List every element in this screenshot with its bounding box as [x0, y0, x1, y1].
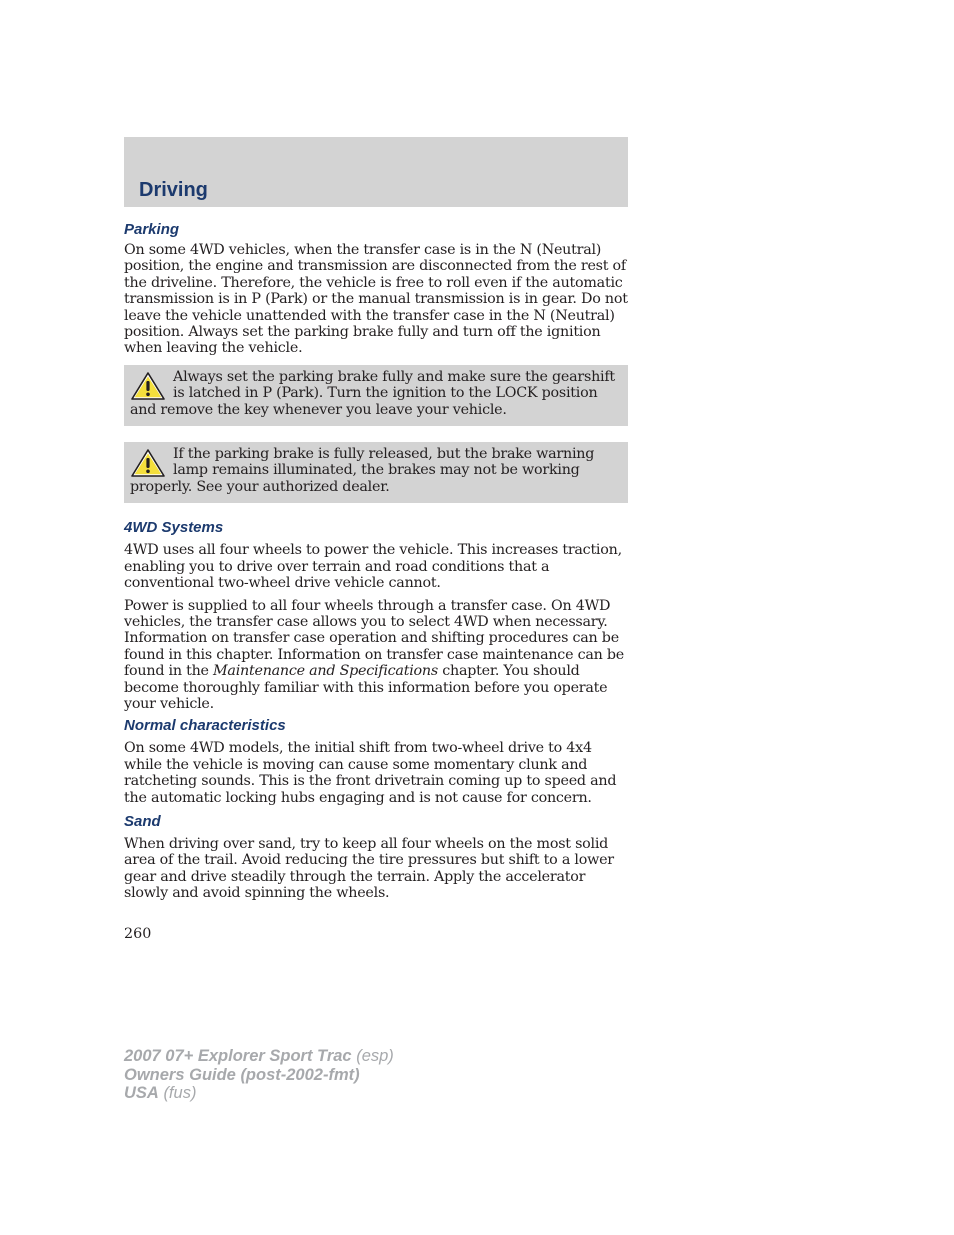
- warning-triangle-icon: [130, 371, 166, 401]
- section-title: Driving: [139, 179, 208, 201]
- footer-model-code: (esp): [356, 1047, 394, 1065]
- heading-parking: Parking: [124, 221, 180, 238]
- heading-4wd-systems: 4WD Systems: [124, 519, 224, 537]
- warning-text-2: If the parking brake is fully released, but the brake warning lamp remains illuminated, the brakes may not be working properly. See your authorized dealer.: [130, 446, 595, 495]
- paragraph-normal: On some 4WD models, the initial shift from two-wheel drive to 4x4 while the vehicle is moving can cause some momentary clunk and ratcheting sounds. This is the front drivetrain coming up to speed and the automatic locking hubs engaging and is not cause for concern.: [124, 740, 617, 806]
- footer-model: 2007 07+ Explorer Sport Trac: [124, 1047, 352, 1065]
- warning-box-2: [124, 442, 628, 503]
- paragraph-4wd-2: [124, 598, 628, 713]
- section-header-band: [124, 137, 628, 207]
- footer-line-1: [124, 1047, 394, 1066]
- footer-line-2: [124, 1066, 394, 1085]
- paragraph-sand: When driving over sand, try to keep all four wheels on the most solid area of the trail. Avoid reducing the tire pressures but shift to a lower gear and drive steadily through the terrain. Apply the accelerator slowly and avoid spinning the wheels.: [124, 835, 614, 902]
- warning-box-1: [124, 365, 628, 426]
- page-number: 260: [124, 926, 152, 942]
- footer-market-code: (fus): [163, 1084, 197, 1102]
- paragraph-4wd-1: 4WD uses all four wheels to power the vehicle. This increases traction, enabling you to drive over terrain and road conditions that a conventional two-wheel drive vehicle cannot.: [124, 542, 622, 592]
- warning-triangle-icon: [130, 448, 166, 478]
- paragraph-parking: On some 4WD vehicles, when the transfer case is in the N (Neutral) position, the engine and transmission are disconnected from the rest of the driveline. Therefore, the vehicle is free to roll even if the automatic transmission is in P (Park) or the manual transmission is in gear. Do not leave the vehicle unattended with the transfer case in the N (Neutral) position. Always set the parking brake fully and turn off the ignition when leaving the vehicle.: [124, 242, 628, 357]
- page-content: [124, 220, 628, 902]
- heading-normal-characteristics: Normal characteristics: [124, 717, 286, 735]
- paragraph-4wd-2-part1: Power is supplied to all four wheels through a transfer case. On 4WD vehicles, the transfer case allows you to select 4WD when necessary. Information on transfer case operation and shifting procedures can be found in this chapter. Information on transfer case maintenance can be found in the: [124, 597, 624, 680]
- footer-market: USA: [124, 1084, 159, 1102]
- heading-sand: Sand: [124, 812, 161, 830]
- document-footer: [124, 1047, 394, 1103]
- footer-line-3: [124, 1084, 394, 1103]
- footer-guide: Owners Guide (post-2002-fmt): [124, 1065, 360, 1084]
- paragraph-4wd-2-part2: chapter. You should become thoroughly familiar with this information before you operate your vehicle.: [124, 663, 608, 712]
- maintenance-chapter-reference: Maintenance and Specifications: [213, 663, 438, 680]
- warning-text-1: Always set the parking brake fully and make sure the gearshift is latched in P (Park). Turn the ignition to the LOCK position and remove the key whenever you leave your vehicle.: [130, 368, 615, 418]
